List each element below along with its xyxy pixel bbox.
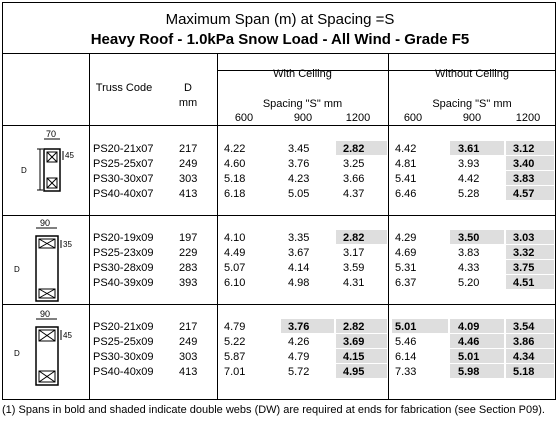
depth-value: 413 — [179, 188, 198, 200]
truss-section-diagram-3 — [9, 305, 87, 399]
span-with-ceiling: 4.31 — [343, 277, 365, 289]
span-without-ceiling: 3.54 — [513, 321, 535, 333]
span-without-ceiling: 4.51 — [513, 277, 535, 289]
truss-code: PS40-40x09 — [93, 366, 154, 378]
span-without-ceiling: 3.32 — [513, 247, 535, 259]
span-without-ceiling: 6.14 — [395, 351, 417, 363]
span-without-ceiling: 3.40 — [513, 158, 535, 170]
span-with-ceiling: 3.69 — [343, 336, 365, 348]
depth-value: 303 — [179, 173, 198, 185]
truss-code-header: Truss Code — [95, 82, 153, 94]
span-with-ceiling: 3.76 — [288, 321, 310, 333]
span-without-ceiling: 3.93 — [458, 158, 480, 170]
depth-value: 249 — [179, 158, 198, 170]
spacing-header: Spacing "S" mm — [432, 98, 512, 110]
span-with-ceiling: 3.45 — [288, 143, 310, 155]
truss-code: PS20-19x09 — [93, 232, 154, 244]
span-with-ceiling: 5.22 — [224, 336, 246, 348]
depth-value: 197 — [179, 232, 198, 244]
span-with-ceiling: 4.98 — [288, 277, 310, 289]
width-label: 90 — [40, 309, 51, 319]
table-title: Maximum Span (m) at Spacing =S — [165, 11, 395, 28]
footnote: (1) Spans in bold and shaded indicate double webs (DW) are required at ends for fabrication (see Section P09). — [2, 404, 545, 416]
span-without-ceiling: 4.33 — [458, 262, 480, 274]
depth-label: D — [14, 349, 20, 358]
span-without-ceiling: 4.34 — [513, 351, 535, 363]
span-table — [2, 2, 556, 400]
span-without-ceiling: 6.37 — [395, 277, 417, 289]
span-with-ceiling: 4.95 — [343, 366, 365, 378]
height-label: 45 — [65, 151, 74, 160]
span-with-ceiling: 4.26 — [288, 336, 310, 348]
span-without-ceiling: 3.50 — [458, 232, 480, 244]
span-with-ceiling: 4.22 — [224, 143, 246, 155]
span-with-ceiling: 3.25 — [343, 158, 365, 170]
truss-section-diagram-2 — [9, 216, 87, 302]
span-with-ceiling: 2.82 — [343, 321, 365, 333]
span-with-ceiling: 4.60 — [224, 158, 246, 170]
truss-code: PS40-40x07 — [93, 188, 154, 200]
depth-label: D — [14, 265, 20, 274]
spacing-600: 600 — [403, 112, 423, 124]
d-header: D — [184, 82, 192, 94]
span-with-ceiling: 3.17 — [343, 247, 365, 259]
span-without-ceiling: 5.28 — [458, 188, 480, 200]
spacing-1200: 1200 — [345, 112, 371, 124]
table-subtitle: Heavy Roof - 1.0kPa Snow Load - All Wind - Grade F5 — [90, 31, 470, 48]
span-without-ceiling: 5.31 — [395, 262, 417, 274]
truss-code: PS30-30x09 — [93, 351, 154, 363]
truss-code: PS25-23x09 — [93, 247, 154, 259]
span-with-ceiling: 4.49 — [224, 247, 246, 259]
divider — [3, 125, 555, 126]
span-without-ceiling: 4.69 — [395, 247, 417, 259]
with-ceiling-header: With Ceiling — [273, 68, 332, 80]
truss-code: PS30-30x07 — [93, 173, 154, 185]
span-with-ceiling: 4.37 — [343, 188, 365, 200]
span-without-ceiling: 3.03 — [513, 232, 535, 244]
span-with-ceiling: 6.10 — [224, 277, 246, 289]
span-without-ceiling: 4.42 — [458, 173, 480, 185]
span-without-ceiling: 5.18 — [513, 366, 535, 378]
span-without-ceiling: 4.81 — [395, 158, 417, 170]
depth-label: D — [21, 166, 27, 175]
span-with-ceiling: 6.18 — [224, 188, 246, 200]
span-without-ceiling: 3.75 — [513, 262, 535, 274]
depth-value: 217 — [179, 143, 198, 155]
truss-code: PS40-39x09 — [93, 277, 154, 289]
span-with-ceiling: 4.15 — [343, 351, 365, 363]
span-with-ceiling: 3.35 — [288, 232, 310, 244]
span-with-ceiling: 3.76 — [288, 158, 310, 170]
span-without-ceiling: 5.46 — [395, 336, 417, 348]
depth-value: 393 — [179, 277, 198, 289]
span-with-ceiling: 4.10 — [224, 232, 246, 244]
span-with-ceiling: 4.79 — [224, 321, 246, 333]
height-label: 35 — [63, 240, 72, 249]
width-label: 70 — [46, 129, 57, 139]
span-with-ceiling: 5.72 — [288, 366, 310, 378]
truss-code: PS20-21x07 — [93, 143, 154, 155]
span-with-ceiling: 3.66 — [343, 173, 365, 185]
span-without-ceiling: 4.42 — [395, 143, 417, 155]
span-with-ceiling: 5.18 — [224, 173, 246, 185]
span-without-ceiling: 3.83 — [458, 247, 480, 259]
d-unit-header: mm — [178, 97, 198, 109]
depth-value: 229 — [179, 247, 198, 259]
depth-value: 249 — [179, 336, 198, 348]
span-with-ceiling: 2.82 — [343, 232, 365, 244]
span-without-ceiling: 7.33 — [395, 366, 417, 378]
depth-value: 303 — [179, 351, 198, 363]
span-without-ceiling: 4.57 — [513, 188, 535, 200]
divider — [3, 53, 555, 54]
span-with-ceiling: 3.59 — [343, 262, 365, 274]
width-label: 90 — [40, 218, 51, 228]
span-without-ceiling: 4.09 — [458, 321, 480, 333]
span-with-ceiling: 5.07 — [224, 262, 246, 274]
without-ceiling-header: Without Ceiling — [435, 68, 509, 80]
depth-value: 283 — [179, 262, 198, 274]
spacing-header: Spacing "S" mm — [262, 98, 343, 110]
span-without-ceiling: 3.61 — [458, 143, 480, 155]
span-with-ceiling: 5.05 — [288, 188, 310, 200]
span-with-ceiling: 3.67 — [288, 247, 310, 259]
height-label: 45 — [63, 331, 72, 340]
span-with-ceiling: 4.14 — [288, 262, 310, 274]
span-without-ceiling: 6.46 — [395, 188, 417, 200]
span-with-ceiling: 4.79 — [288, 351, 310, 363]
span-without-ceiling: 5.98 — [458, 366, 480, 378]
truss-code: PS25-25x07 — [93, 158, 154, 170]
span-without-ceiling: 3.12 — [513, 143, 535, 155]
span-without-ceiling: 5.20 — [458, 277, 480, 289]
span-without-ceiling: 3.83 — [513, 173, 535, 185]
span-without-ceiling: 4.29 — [395, 232, 417, 244]
spacing-1200: 1200 — [515, 112, 541, 124]
truss-code: PS30-28x09 — [93, 262, 154, 274]
truss-code: PS25-25x09 — [93, 336, 154, 348]
span-without-ceiling: 5.41 — [395, 173, 417, 185]
span-with-ceiling: 5.87 — [224, 351, 246, 363]
span-without-ceiling: 4.46 — [458, 336, 480, 348]
truss-section-diagram-1 — [9, 127, 87, 213]
depth-value: 217 — [179, 321, 198, 333]
spacing-900: 900 — [293, 112, 313, 124]
span-without-ceiling: 5.01 — [458, 351, 480, 363]
span-without-ceiling: 3.86 — [513, 336, 535, 348]
truss-code: PS20-21x09 — [93, 321, 154, 333]
span-without-ceiling: 5.01 — [395, 321, 417, 333]
span-with-ceiling: 2.82 — [343, 143, 365, 155]
depth-value: 413 — [179, 366, 198, 378]
span-with-ceiling: 4.23 — [288, 173, 310, 185]
span-with-ceiling: 7.01 — [224, 366, 246, 378]
divider — [89, 53, 90, 399]
spacing-600: 600 — [234, 112, 254, 124]
spacing-900: 900 — [462, 112, 482, 124]
